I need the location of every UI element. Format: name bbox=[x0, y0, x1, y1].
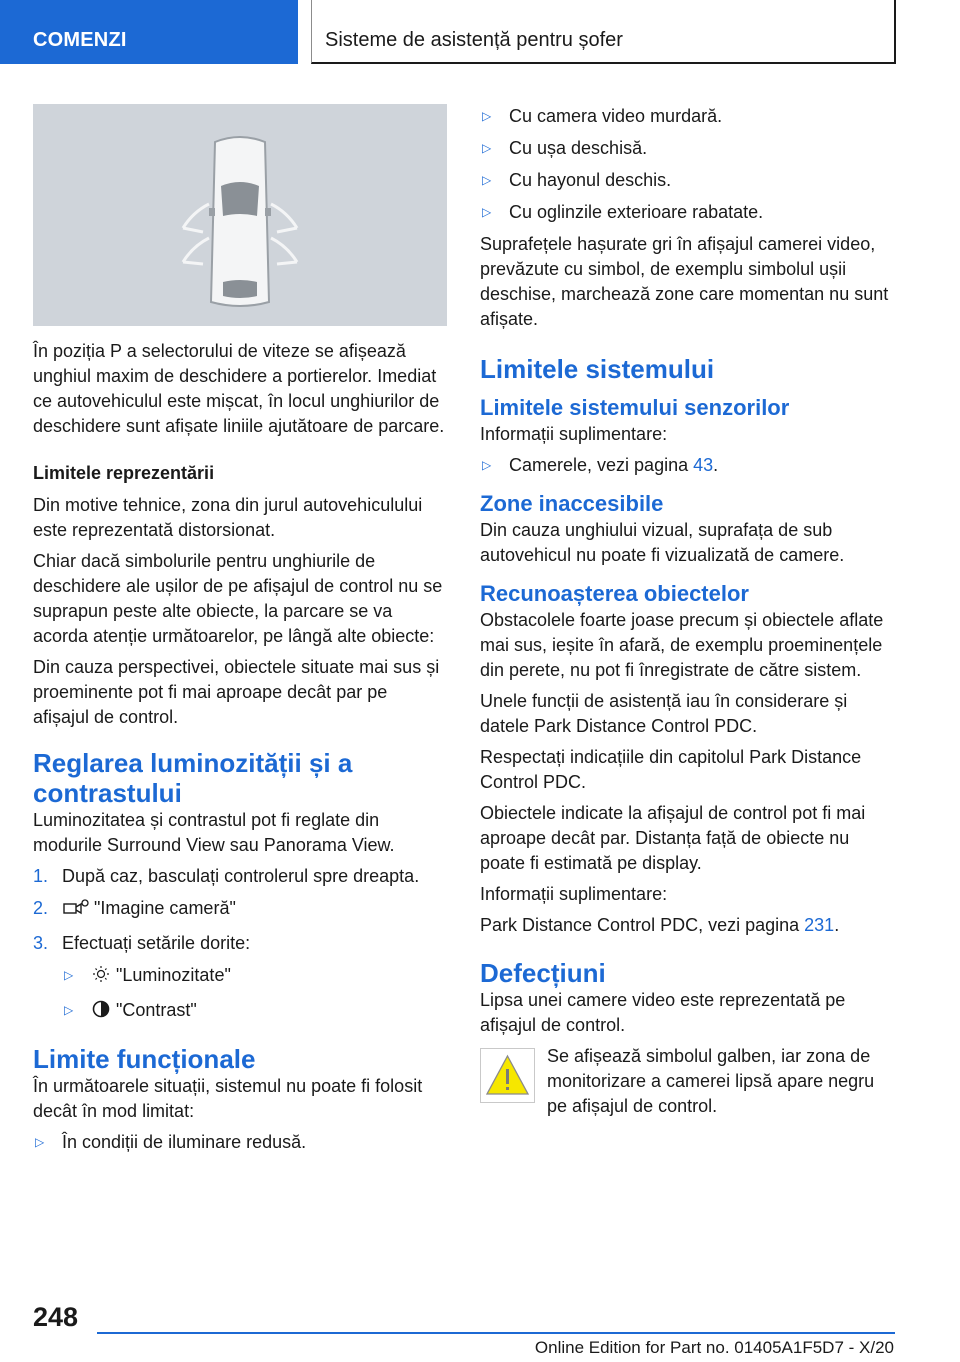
bullet-text: Cu camera video murdară. bbox=[509, 106, 723, 126]
step-1 bbox=[33, 864, 447, 889]
inaccessible-paragraph: Din cauza unghiului vizual, suprafața de sub autovehicul nu poate fi vizualizată de camere. bbox=[480, 520, 845, 565]
functional-limits-paragraph: În următoarele situații, sistemul nu poate fi folosit decât în mod limitat: bbox=[33, 1076, 423, 1121]
faults-paragraph: Lipsa unei camere video este reprezentată pe afișajul de control. bbox=[480, 990, 846, 1035]
pdc-text: Park Distance Control PDC, vezi pagina bbox=[480, 915, 805, 935]
object-recognition-title: Recunoașterea obiectelor bbox=[480, 581, 749, 606]
bullet-triangle-icon: ▷ bbox=[482, 205, 492, 219]
sub-item-text: "Contrast" bbox=[116, 1000, 197, 1020]
contrast-icon bbox=[90, 999, 112, 1026]
chapter-title: Sisteme de asistență pentru șofer bbox=[325, 29, 623, 51]
edition-footer: Online Edition for Part no. 01405A1F5D7 - X/20 bbox=[534, 1338, 894, 1357]
step-text: După caz, basculați controlerul spre dreapta. bbox=[62, 866, 420, 886]
bullet-triangle-icon: ▷ bbox=[482, 109, 492, 123]
camera-settings-icon bbox=[62, 897, 90, 924]
brightness-icon bbox=[90, 964, 112, 991]
page-link-43[interactable]: 43 bbox=[693, 455, 714, 475]
info-label-2: Informații suplimentare: bbox=[480, 884, 668, 904]
surfaces-paragraph: Suprafețele hașurate gri în afișajul camerei video, prevăzute cu simbol, de exemplu simbolul ușii deschise, marchează zone care momentan nu sunt afișate. bbox=[480, 234, 889, 329]
warning-note bbox=[480, 1044, 898, 1119]
cameras-text: Camerele, vezi pagina bbox=[509, 455, 694, 475]
bullet-triangle-icon: ▷ bbox=[482, 141, 492, 155]
limits-title: Limitele reprezentării bbox=[33, 463, 215, 483]
step-text: Efectuați setările dorite: bbox=[62, 933, 251, 953]
bullet-triangle-icon: ▷ bbox=[482, 173, 492, 187]
bullet-text: Cu hayonul deschis. bbox=[509, 170, 672, 190]
period: . bbox=[834, 915, 840, 935]
step-number: 1. bbox=[33, 866, 49, 886]
bullet-text: Cu ușa deschisă. bbox=[509, 138, 648, 158]
limits-paragraph-3: Din cauza perspectivei, obiectele situate mai sus și proeminente pot fi mai aproape decât par pe afișajul de control. bbox=[33, 657, 440, 727]
left-column bbox=[33, 104, 447, 1162]
list-item bbox=[480, 136, 898, 161]
step-2 bbox=[33, 896, 447, 924]
sub-item-contrast bbox=[33, 998, 447, 1026]
sub-item-text: "Luminozitate" bbox=[116, 965, 231, 985]
bullet-text: În condiții de iluminare redusă. bbox=[62, 1132, 307, 1152]
cameras-reference bbox=[480, 453, 898, 478]
chapter-header bbox=[311, 0, 896, 64]
objects-paragraph-3: Respectați indicațiile din capitolul Park Distance Control PDC. bbox=[480, 747, 862, 792]
brightness-paragraph: Luminozitatea și contrastul pot fi reglate din modurile Surround View sau Panorama View. bbox=[33, 810, 395, 855]
bullet-triangle-icon: ▷ bbox=[64, 1003, 74, 1017]
bullet-triangle-icon: ▷ bbox=[35, 1135, 45, 1149]
step-text: "Imagine cameră" bbox=[94, 898, 236, 918]
step-number: 3. bbox=[33, 933, 49, 953]
car-top-view-image bbox=[33, 104, 447, 326]
objects-paragraph-1: Obstacolele foarte joase precum și obiectele aflate mai sus, ieșite în afară, de exemplu proeminențele din perete, nu pot fi înregistrate de către sistem. bbox=[480, 610, 884, 680]
info-label: Informații suplimentare: bbox=[480, 424, 668, 444]
step-number: 2. bbox=[33, 898, 49, 918]
warning-triangle-icon bbox=[481, 1049, 534, 1102]
objects-paragraph-4: Obiectele indicate la afișajul de control pot fi mai aproape decât par. Distanța față de obiecte nu poate fi estimată pe display. bbox=[480, 803, 866, 873]
faults-title: Defecțiuni bbox=[480, 958, 606, 988]
page-link-231[interactable]: 231 bbox=[804, 915, 835, 935]
warning-text: Se afișează simbolul galben, iar zona de monitorizare a camerei lipsă apare negru pe afișajul de control. bbox=[547, 1046, 875, 1116]
brightness-title: Reglarea luminozității și a contrastului bbox=[33, 748, 353, 808]
right-column bbox=[480, 104, 898, 1119]
sub-item-luminozitate bbox=[33, 963, 447, 991]
section-tab bbox=[0, 0, 298, 64]
inaccessible-zones-title: Zone inaccesibile bbox=[480, 491, 664, 516]
objects-paragraph-2: Unele funcții de asistență iau în considerare și datele Park Distance Control PDC. bbox=[480, 691, 848, 736]
system-limits-title: Limitele sistemului bbox=[480, 354, 715, 384]
intro-paragraph: În poziția P a selectorului de viteze se afișează unghiul maxim de deschidere a portierelor. Imediat ce autovehiculul este mișcat, în locul unghiurilor de deschidere sunt afișate liniile ajutătoare de parcare. bbox=[33, 341, 445, 436]
bullet-text: Cu oglinzile exterioare rabatate. bbox=[509, 202, 764, 222]
list-item bbox=[480, 200, 898, 225]
pdc-reference bbox=[480, 913, 898, 938]
page-number: 248 bbox=[33, 1302, 79, 1332]
step-3 bbox=[33, 931, 447, 956]
warning-symbol-box bbox=[480, 1048, 535, 1103]
period: . bbox=[713, 455, 719, 475]
limits-paragraph-2: Chiar dacă simbolurile pentru unghiurile de deschidere ale ușilor de pe afișajul de control nu se suprapun peste alte obiecte, la parcare se va acorda atenție următoarelor, pe lângă alte obiecte: bbox=[33, 551, 443, 646]
list-item bbox=[480, 104, 898, 129]
footer-divider bbox=[97, 1332, 895, 1334]
limits-paragraph-1: Din motive tehnice, zona din jurul autovehiculului este reprezentată distorsionat. bbox=[33, 495, 423, 540]
list-item bbox=[480, 168, 898, 193]
section-label: COMENZI bbox=[33, 29, 127, 51]
functional-limits-title: Limite funcționale bbox=[33, 1044, 256, 1074]
bullet-triangle-icon: ▷ bbox=[482, 458, 492, 472]
sensor-limits-title: Limitele sistemului senzorilor bbox=[480, 395, 790, 420]
bullet-triangle-icon: ▷ bbox=[64, 968, 74, 982]
functional-bullet bbox=[33, 1130, 447, 1155]
